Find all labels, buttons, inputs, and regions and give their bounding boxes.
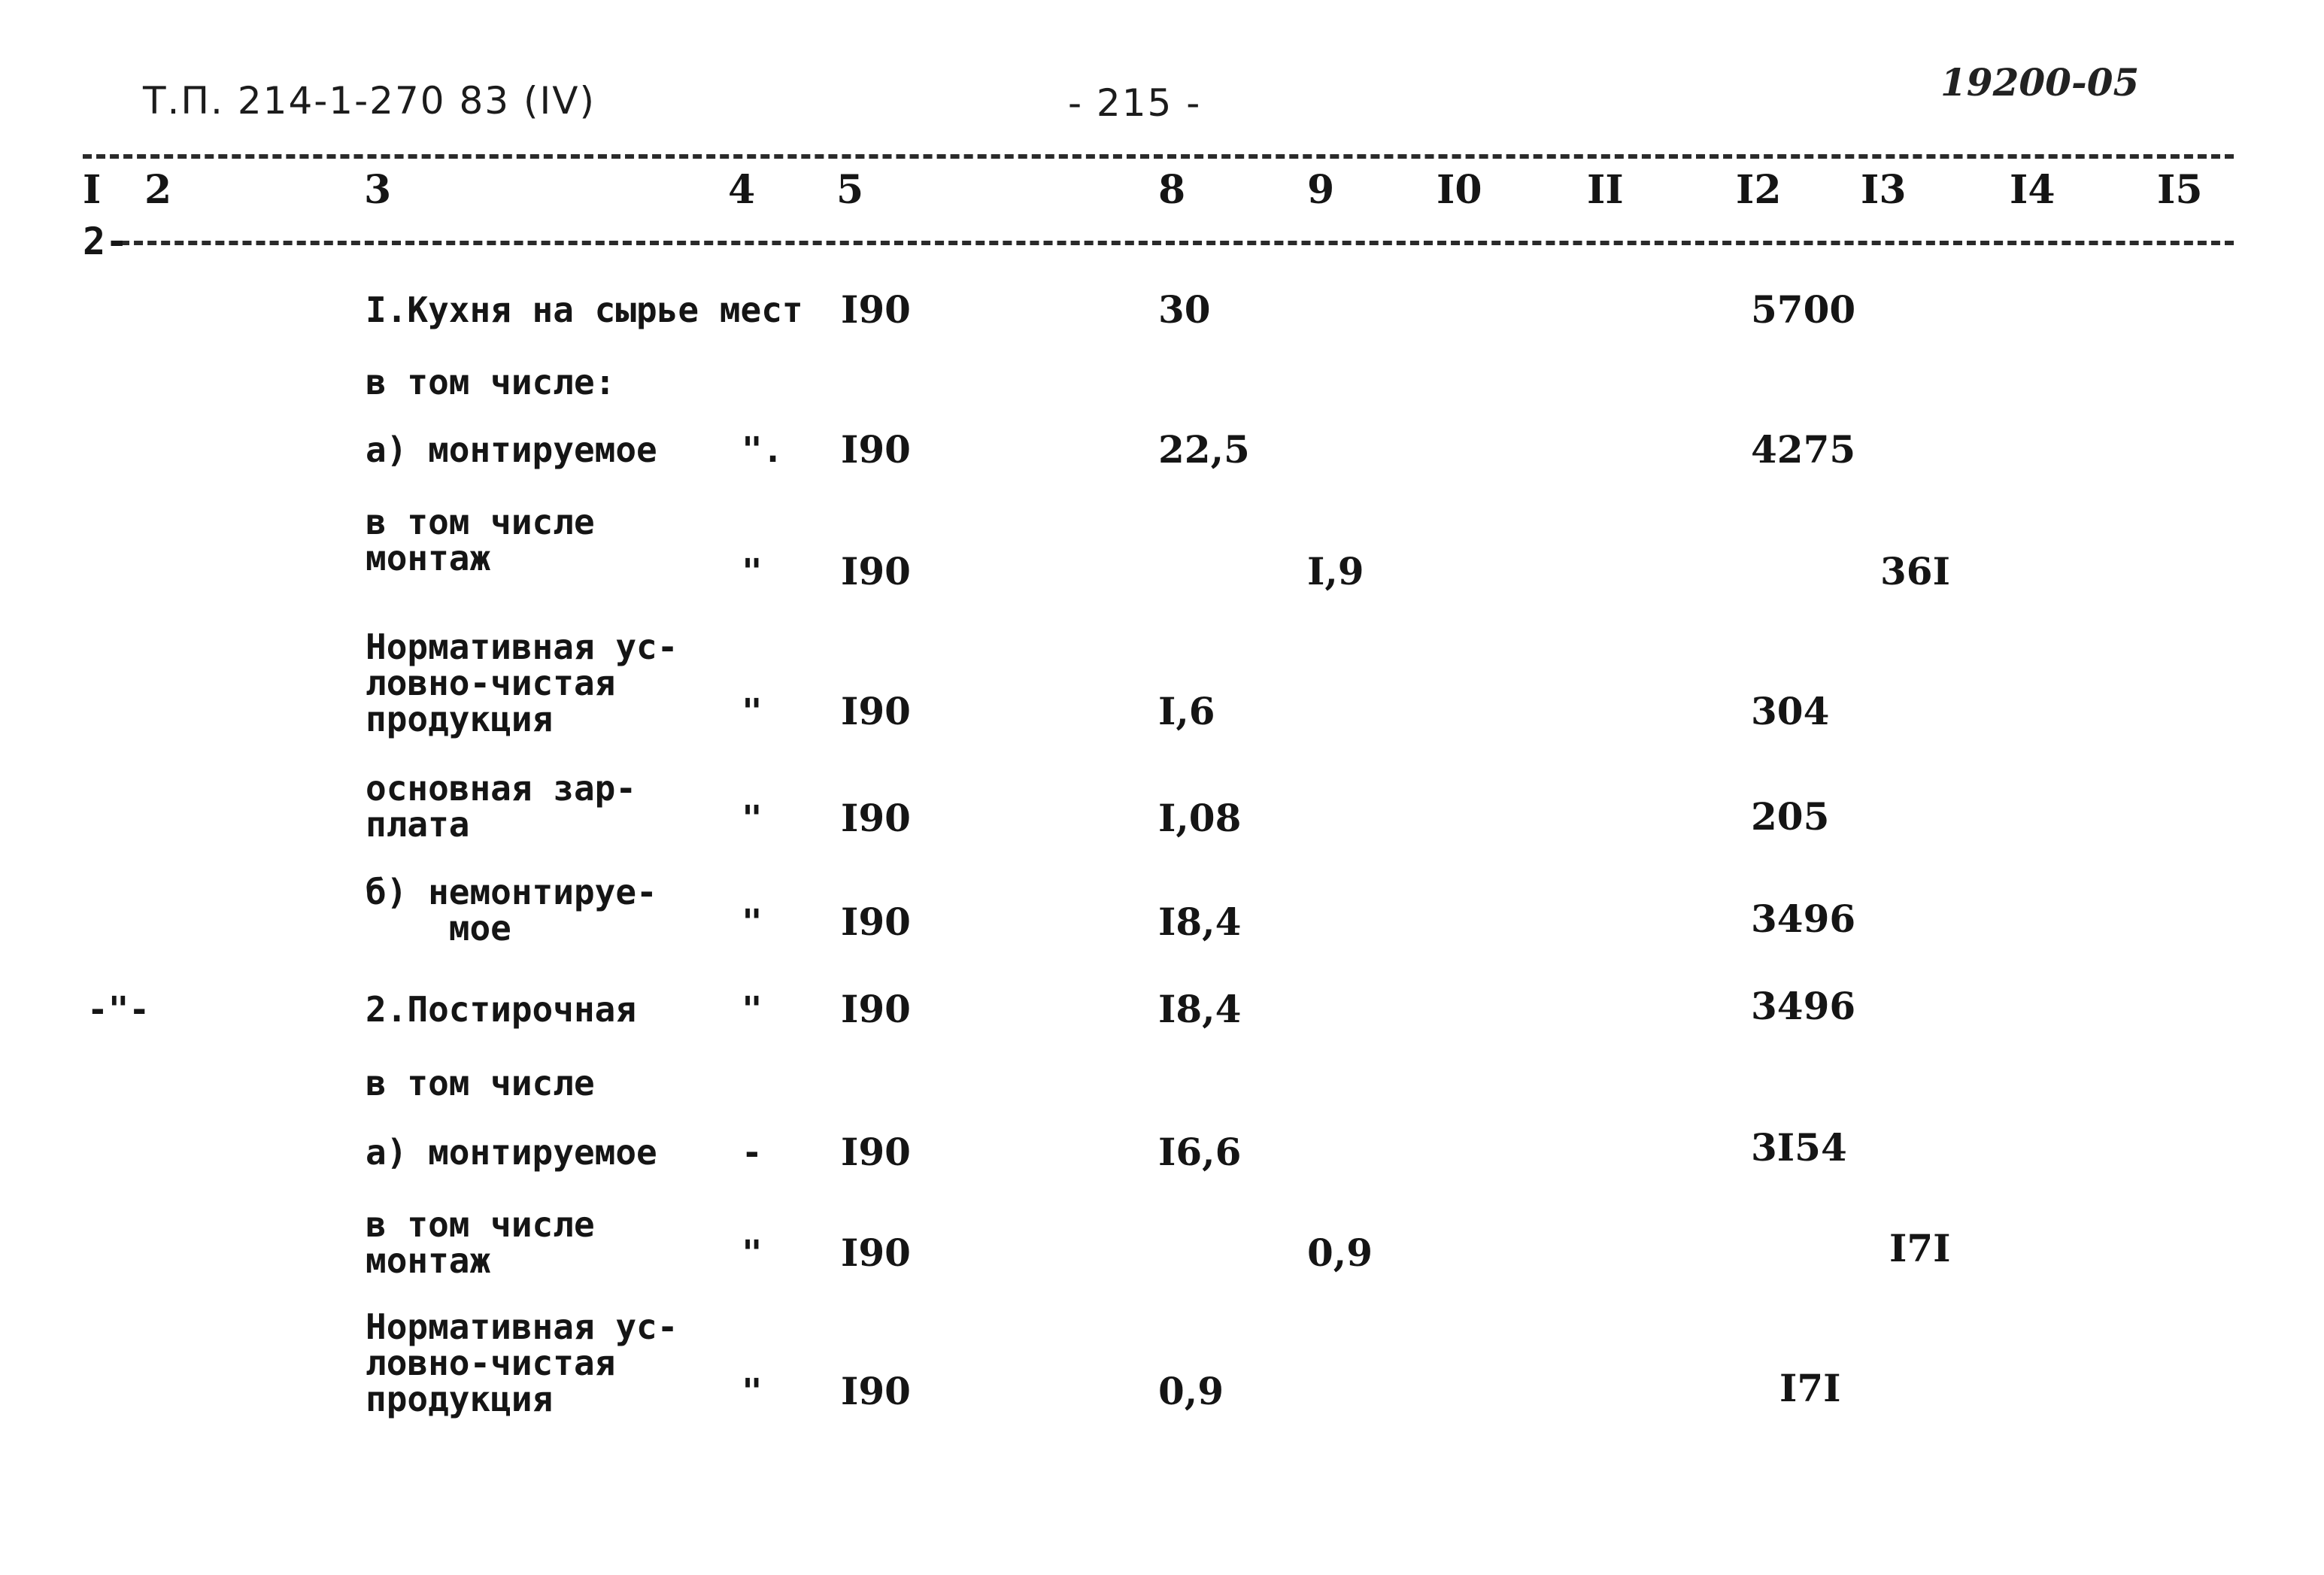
col12-value: 304 bbox=[1751, 689, 1830, 733]
column-header-rule bbox=[120, 241, 2234, 245]
section-mark: 2- bbox=[83, 220, 129, 263]
archive-stamp: 19200-05 bbox=[1940, 60, 2140, 105]
col-header-12: I2 bbox=[1736, 167, 1782, 213]
col12-value: 5700 bbox=[1751, 287, 1856, 332]
col-header-1: I bbox=[83, 167, 102, 213]
col12-value: 3496 bbox=[1751, 897, 1856, 941]
row-name: в том числе: bbox=[366, 362, 616, 402]
unit-ditto: ". bbox=[742, 429, 784, 470]
col-header-8: 8 bbox=[1158, 167, 1186, 213]
col13-value: 36I bbox=[1880, 549, 1950, 593]
row-ditto-mark: -"- bbox=[87, 989, 150, 1030]
col12-value: I7I bbox=[1779, 1366, 1841, 1410]
col8-value: I8,4 bbox=[1158, 987, 1242, 1031]
col8-value: 0,9 bbox=[1158, 1369, 1224, 1413]
row-name: в том числе монтаж bbox=[366, 1204, 595, 1281]
col5-value: I90 bbox=[841, 689, 911, 733]
col5-value: I90 bbox=[841, 1231, 911, 1275]
col-header-14: I4 bbox=[2010, 167, 2055, 213]
col5-value: I90 bbox=[841, 1369, 911, 1413]
row-name: а) монтируемое bbox=[366, 1132, 657, 1173]
col-header-2: 2 bbox=[144, 167, 172, 213]
col5-value: I90 bbox=[841, 427, 911, 472]
unit-ditto: " bbox=[742, 691, 763, 732]
row-name: в том числе bbox=[366, 1063, 595, 1103]
col8-value: I,08 bbox=[1158, 796, 1242, 840]
unit-ditto: " bbox=[742, 989, 763, 1030]
row-name: основная зар- плата bbox=[366, 768, 637, 845]
top-rule bbox=[83, 154, 2234, 159]
col-header-10: I0 bbox=[1437, 167, 1482, 213]
col12-value: 3496 bbox=[1751, 984, 1856, 1028]
row-name: б) немонтируе- мое bbox=[366, 872, 657, 948]
unit-ditto: " bbox=[742, 1233, 763, 1273]
col12-value: 4275 bbox=[1751, 427, 1856, 472]
col-header-15: I5 bbox=[2157, 167, 2203, 213]
col12-value: 3I54 bbox=[1751, 1125, 1847, 1170]
unit-ditto: " bbox=[742, 902, 763, 942]
col8-value: 30 bbox=[1158, 287, 1211, 332]
col5-value: I90 bbox=[841, 900, 911, 944]
col8-value: 22,5 bbox=[1158, 427, 1250, 472]
col-header-13: I3 bbox=[1861, 167, 1907, 213]
col8-value: I6,6 bbox=[1158, 1130, 1242, 1174]
col5-value: I90 bbox=[841, 796, 911, 840]
unit-ditto: " bbox=[742, 551, 763, 592]
row-name: 2.Постирочная bbox=[366, 989, 637, 1030]
unit-ditto: " bbox=[742, 1371, 763, 1412]
col8-value: I,6 bbox=[1158, 689, 1215, 733]
row-name: I.Кухня на сырье мест bbox=[366, 290, 803, 330]
row-name: Нормативная ус- ловно-чистая продукция bbox=[366, 1306, 678, 1419]
col-header-5: 5 bbox=[836, 167, 864, 213]
col5-value: I90 bbox=[841, 549, 911, 593]
col9-value: I,9 bbox=[1307, 549, 1364, 593]
page-number: - 215 - bbox=[1068, 81, 1202, 125]
col13-value: I7I bbox=[1889, 1226, 1951, 1270]
col-header-11: II bbox=[1587, 167, 1624, 213]
col-header-9: 9 bbox=[1307, 167, 1335, 213]
document-code: Т.П. 214-1-270 83 (IV) bbox=[143, 79, 596, 123]
col5-value: I90 bbox=[841, 1130, 911, 1174]
row-name: Нормативная ус- ловно-чистая продукция bbox=[366, 627, 678, 739]
col-header-4: 4 bbox=[728, 167, 756, 213]
col8-value: I8,4 bbox=[1158, 900, 1242, 944]
row-name: в том числе монтаж bbox=[366, 502, 595, 578]
unit-dash: - bbox=[742, 1132, 763, 1173]
col5-value: I90 bbox=[841, 287, 911, 332]
row-name: а) монтируемое bbox=[366, 429, 657, 470]
col-header-3: 3 bbox=[364, 167, 392, 213]
col12-value: 205 bbox=[1751, 794, 1830, 839]
col9-value: 0,9 bbox=[1307, 1231, 1373, 1275]
unit-ditto: " bbox=[742, 798, 763, 839]
col5-value: I90 bbox=[841, 987, 911, 1031]
